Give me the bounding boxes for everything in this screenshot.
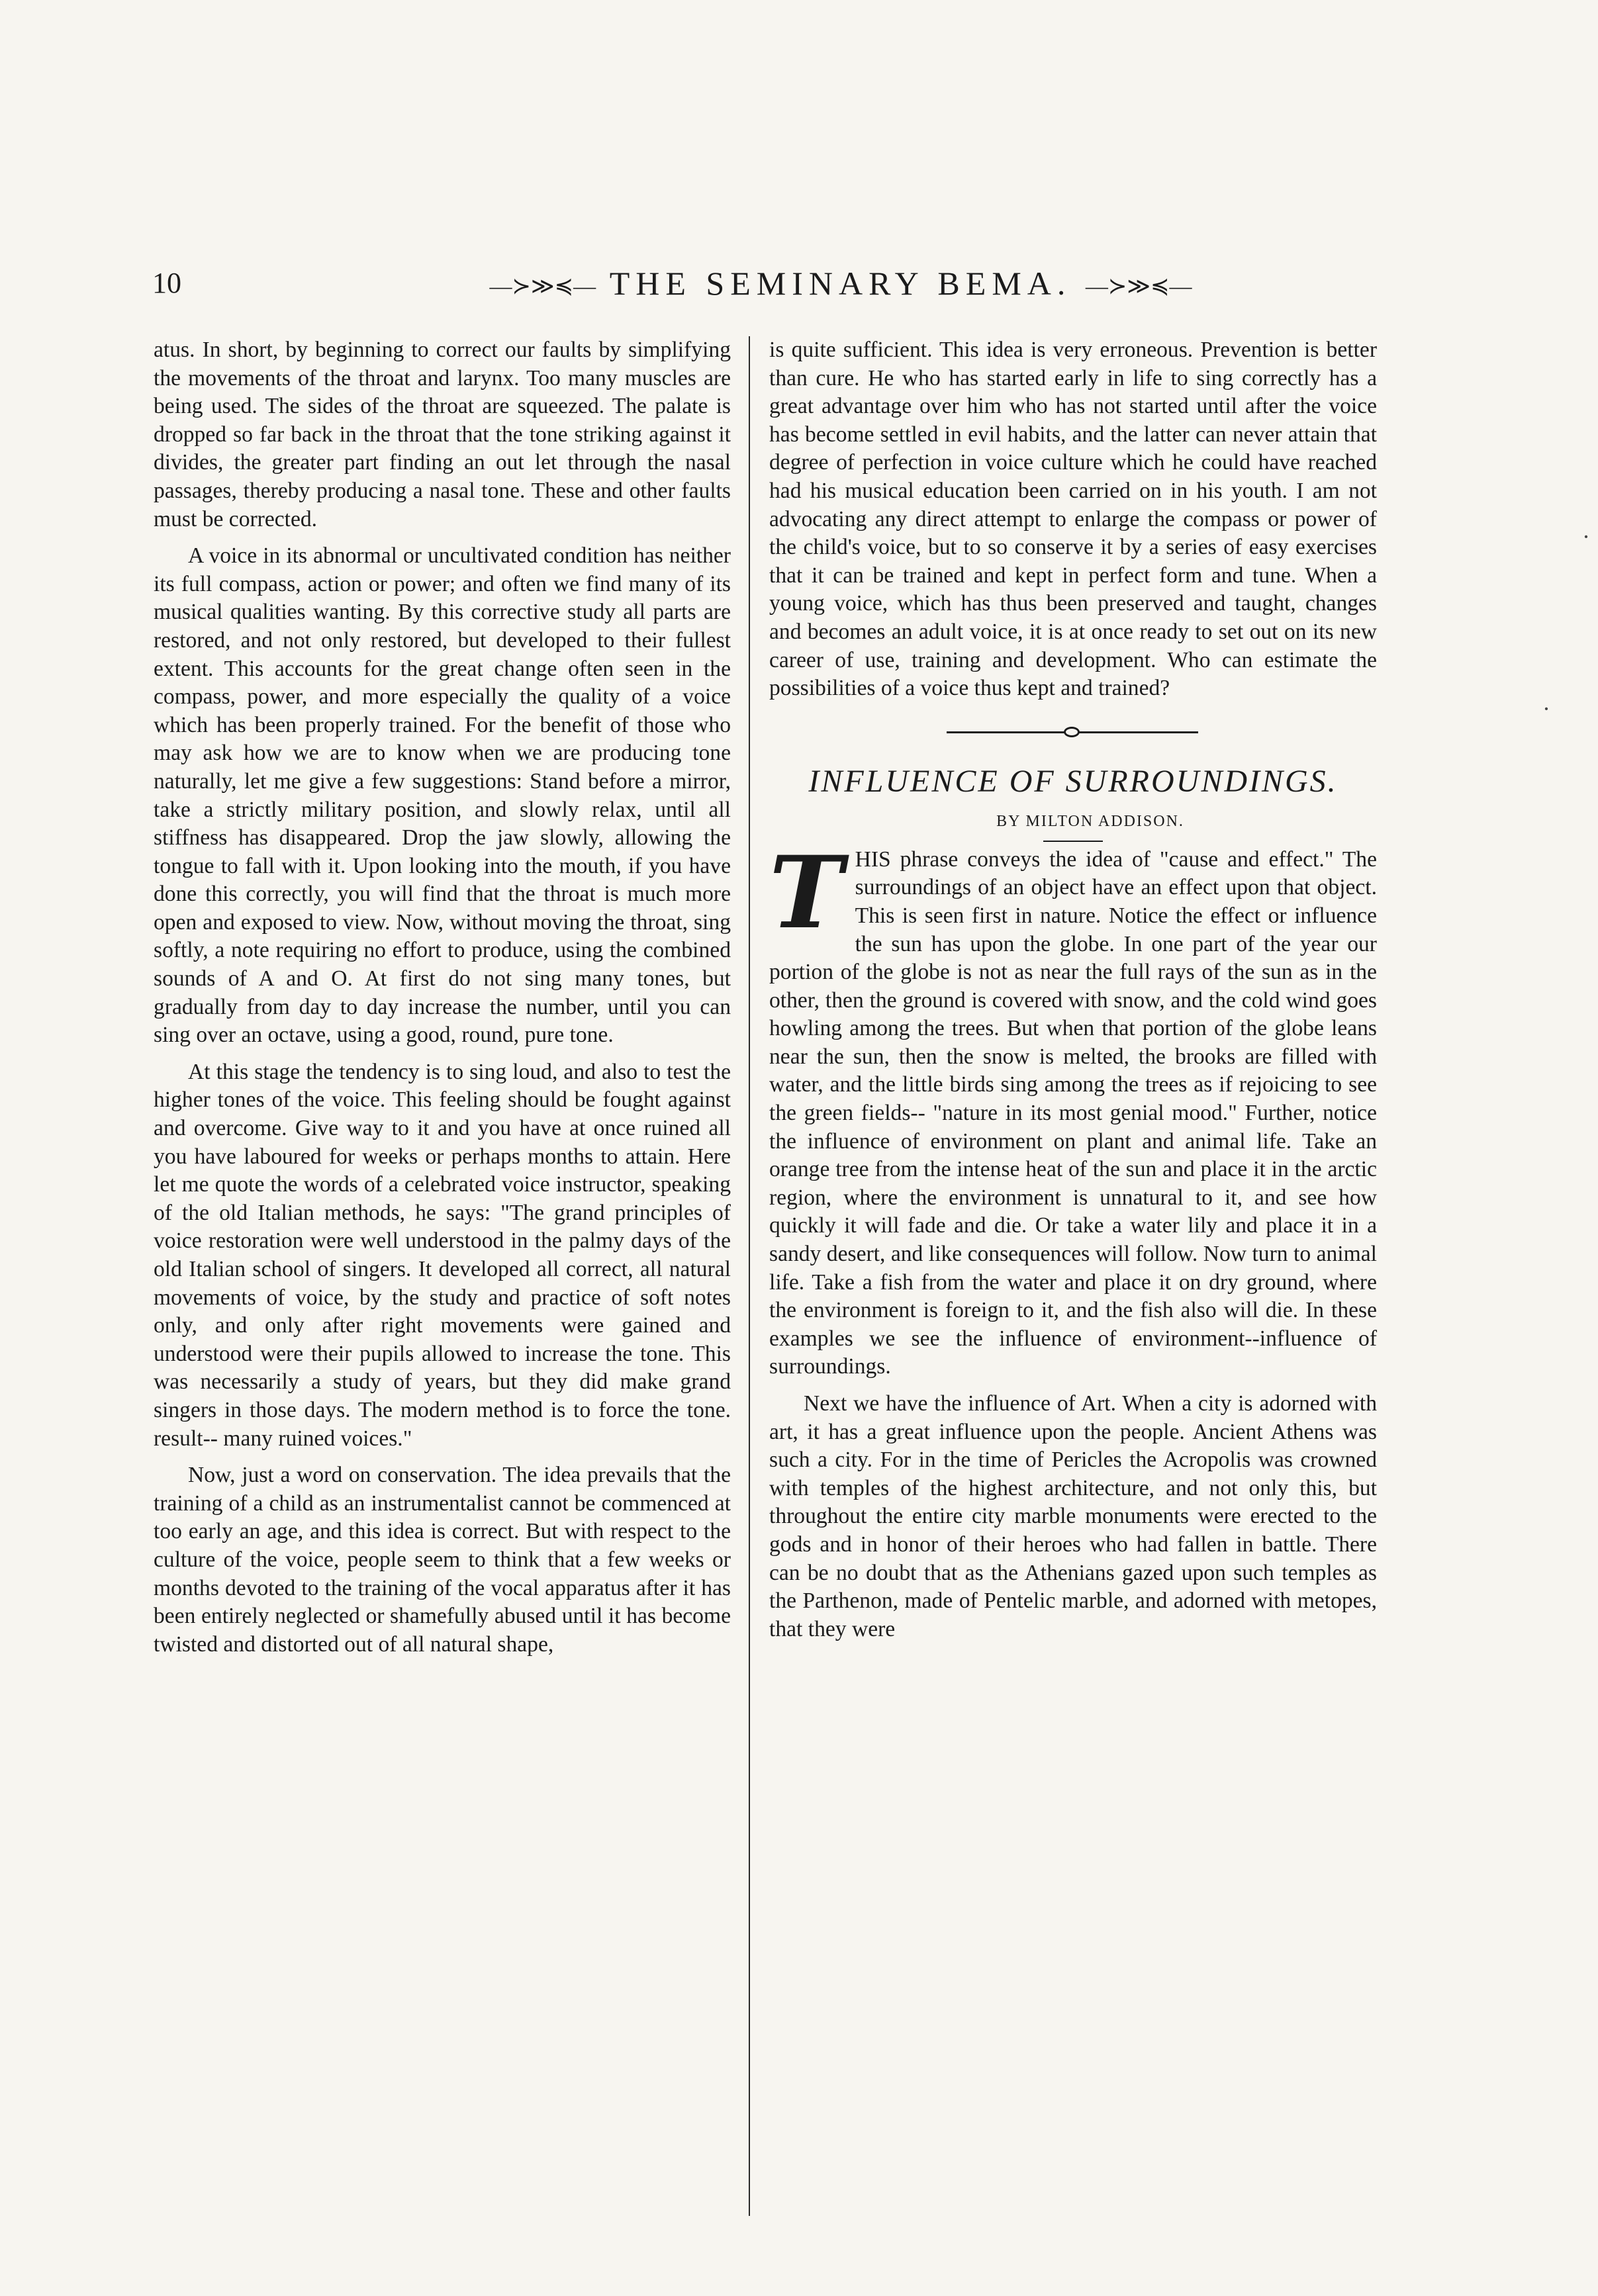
running-title: THE SEMINARY BEMA. — [609, 265, 1072, 302]
section-separator — [769, 713, 1377, 753]
lead-paragraph — [769, 834, 1377, 1381]
column-divider — [749, 336, 750, 2216]
ornament-right: —≻≫≼— — [1085, 274, 1192, 299]
byline-rule — [1043, 841, 1103, 842]
page-header — [152, 263, 1374, 303]
running-title-line — [344, 263, 1337, 307]
article-title: INFLUENCE OF SURROUNDINGS. — [808, 763, 1338, 799]
paragraph: A voice in its abnormal or uncultivated condition has neither its full compass, action or power; and often we find many of its musical qualities wanting. By this corrective study all parts are restored, and not only restored, but developed to their fullest extent. This accounts for the great change often seen in the compass, power, and more especially the quality of a voice which has been properly trained. For the benefit of those who may ask how we are to know when we are producing tone naturally, let me give a few suggestions: Stand before a mirror, take a strictly military position, and slowly relax, until all stiffness has disappeared. Drop the jaw slowly, allowing the tongue to fall with it. Upon looking into the mouth, if you have done this correctly, you will find that the throat is much more open and exposed to view. Now, without moving the throat, sing softly, a note requiring no effort to produce, using the combined sounds of A and O. At first do not sing many tones, but gradually from day to day increase the number, until you can sing over an octave, using a good, round, pure tone. — [154, 543, 731, 1048]
ornament-left: —≻≫≼— — [489, 274, 596, 299]
right-column — [769, 336, 1377, 1643]
left-column — [154, 336, 731, 1659]
margin-speck: · — [1582, 524, 1590, 550]
drop-cap: T — [769, 834, 843, 951]
paragraph: At this stage the tendency is to sing loud, and also to test the higher tones of the voice. This feeling should be fought against and overcome. Give way to it and you have at once ruined all you have laboured for weeks or perhaps months to attain. Here let me quote the words of a celebrated voice instructor, speaking of the old Italian methods, he says: "The grand principles of voice restoration were well understood in the palmy days of the old Italian school of singers. It developed all correct, all natural movements of voice, by the study and practice of soft notes only, and only after right movements were gained and understood were their pupils allowed to increase the tone. This was necessarily a study of years, but they did make grand singers in those days. The modern method is to force the tone. result-- many ruined voices." — [154, 1059, 731, 1451]
paragraph: is quite sufficient. This idea is very erroneous. Prevention is better than cure. He who has started early in life to sing correctly has a great advantage over him who has not started until after the voice has become settled in evil habits, and the latter can never attain that degree of perfection in voice culture which he could have reached had his musical education been carried on in his youth. I am not advocating any direct attempt to enlarge the compass or power of the child's voice, but to so conserve it by a series of easy exercises that it can be trained and kept in perfect form and tune. When a young voice, which has thus been preserved and taught, changes and becomes an adult voice, it is at once ready to set out on its new career of use, training and development. Who can estimate the possibilities of a voice thus kept and trained? — [769, 338, 1377, 701]
article-byline: BY MILTON ADDISON. — [996, 812, 1184, 830]
margin-speck: · — [1542, 696, 1550, 722]
separator-ornament — [1064, 727, 1080, 737]
paragraph: Now, just a word on conservation. The idea prevails that the training of a child as an instrumentalist cannot be commenced at too early an age, and this idea is correct. But with respect to the culture of the voice, people seem to think that a few weeks or months devoted to the training of the vocal apparatus after it has been entirely neglected or shamefully abused until it has become twisted and distorted out of all natural shape, — [154, 1463, 731, 1657]
lead-paragraph-text: HIS phrase conveys the idea of "cause and effect." The surroundings of an object have an effect upon that object. This is seen first in nature. Notice the effect or influence the sun has upon the globe. In one part of the year our portion of the globe is not as near the full rays of the sun as in the other, then the ground is covered with snow, and the cold wind goes howling among the trees. But when that portion of the globe leans near the sun, then the snow is melted, the brooks are filled with water, and the little birds sing among the trees as if rejoicing to see the green fields-- "nature in its most genial mood." Further, notice the influence of environment on plant and animal life. Take an orange tree from the intense heat of the sun and place it in the arctic region, where the environment is unnatural to it, and see how quickly it will fade and die. Or take a water lily and place it in a sandy desert, and like consequences will follow. Now turn to animal life. Take a fish from the water and place it on dry ground, where the environment is foreign to it, and the fish also will die. In these examples we see the influence of environment--influence of surroundings. — [769, 847, 1377, 1379]
paragraph: Next we have the influence of Art. When a city is adorned with art, it has a great influence upon the people. Ancient Athens was such a city. For in the time of Pericles the Acropolis was crowned with temples of the highest architecture, and not only this, but throughout the entire city marble monuments were erected to the gods and in honor of their heroes who had fallen in battle. There can be no doubt that as the Athenians gazed upon such temples as the Parthenon, made of Pentelic marble, and adorned with metopes, that they were — [769, 1391, 1377, 1641]
page-number: 10 — [152, 267, 181, 299]
paragraph: atus. In short, by beginning to correct our faults by simplifying the movements of the throat and larynx. Too many muscles are being used. The sides of the throat are squeezed. The palate is dropped so far back in the throat that the tone striking against it divides, the greater part finding an out let through the nasal passages, thereby producing a nasal tone. These and other faults must be corrected. — [154, 338, 731, 531]
